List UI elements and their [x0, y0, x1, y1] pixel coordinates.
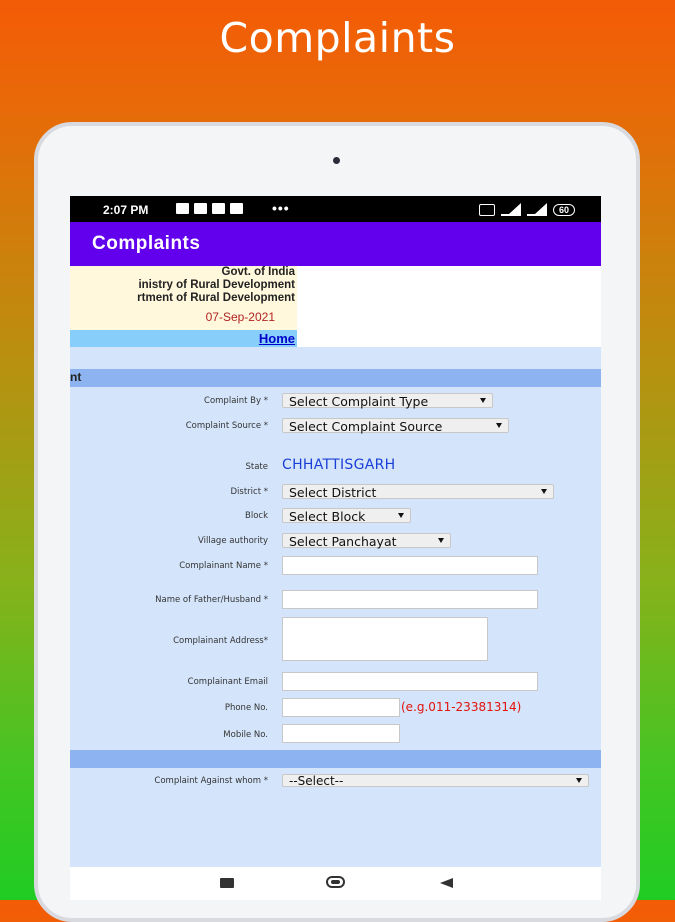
- email-label: Complainant Email: [187, 677, 268, 687]
- section-bar: [70, 369, 601, 387]
- father-husband-input[interactable]: [282, 590, 538, 609]
- complaint-source-label: Complaint Source *: [185, 421, 268, 431]
- more-notifications-icon: •••: [272, 200, 290, 216]
- section-title: nt: [70, 370, 82, 384]
- gov-line-2: inistry of Rural Development: [138, 279, 295, 291]
- camera-dot: [333, 157, 340, 164]
- block-label: Block: [245, 511, 268, 521]
- battery-icon: 60: [553, 204, 575, 216]
- district-select[interactable]: [282, 484, 554, 499]
- home-link[interactable]: Home: [258, 331, 295, 346]
- notification-icon: [230, 203, 243, 214]
- notification-icon: [212, 203, 225, 214]
- village-label: Village authority: [198, 536, 268, 546]
- chevron-down-icon: [438, 538, 444, 543]
- signal-icon: [501, 203, 521, 216]
- address-textarea[interactable]: [282, 617, 488, 661]
- volte-icon: [479, 204, 495, 216]
- nav-recents-icon[interactable]: [220, 878, 234, 888]
- district-label: District *: [230, 487, 268, 497]
- phone-input[interactable]: [282, 698, 400, 717]
- gov-line-1: Govt. of India: [221, 266, 295, 278]
- chevron-down-icon: [541, 489, 547, 494]
- phone-hint: (e.g.011-23381314): [401, 700, 522, 714]
- village-select[interactable]: [282, 533, 451, 548]
- nav-back-icon[interactable]: [440, 878, 453, 888]
- chevron-down-icon: [496, 423, 502, 428]
- complainant-name-label: Complainant Name *: [179, 561, 268, 571]
- against-whom-value: --Select--: [289, 774, 344, 788]
- app-bar-title: Complaints: [92, 233, 201, 254]
- chevron-down-icon: [576, 778, 582, 783]
- webview[interactable]: [70, 266, 601, 900]
- complaint-source-value: Select Complaint Source: [289, 419, 443, 434]
- complainant-name-input[interactable]: [282, 556, 538, 575]
- complaint-source-select[interactable]: [282, 418, 509, 433]
- app-bar: [70, 222, 601, 266]
- against-whom-label: Complaint Against whom *: [154, 776, 268, 786]
- gov-line-3: rtment of Rural Development: [137, 292, 295, 304]
- mobile-input[interactable]: [282, 724, 400, 743]
- block-value: Select Block: [289, 509, 366, 524]
- header-date: 07-Sep-2021: [205, 310, 275, 324]
- state-value: CHHATTISGARH: [282, 457, 396, 473]
- home-bar: [70, 330, 297, 347]
- address-label: Complainant Address*: [173, 636, 268, 646]
- signal-icon: [527, 203, 547, 216]
- mobile-label: Mobile No.: [223, 730, 268, 740]
- district-value: Select District: [289, 485, 377, 500]
- device-screen: [70, 196, 601, 900]
- promo-title: Complaints: [219, 14, 456, 62]
- notification-icon: [176, 203, 189, 214]
- email-input[interactable]: [282, 672, 538, 691]
- section-bar-2: [70, 750, 601, 768]
- complaint-form: [70, 347, 601, 867]
- status-time: 2:07 PM: [103, 203, 149, 217]
- block-select[interactable]: [282, 508, 411, 523]
- status-bar: [70, 196, 601, 222]
- village-value: Select Panchayat: [289, 534, 397, 549]
- chevron-down-icon: [398, 513, 404, 518]
- against-whom-select[interactable]: [282, 774, 589, 787]
- complaint-by-label: Complaint By *: [204, 396, 268, 406]
- phone-label: Phone No.: [224, 703, 268, 713]
- status-right: [479, 203, 575, 216]
- gov-header: [70, 266, 297, 330]
- father-husband-label: Name of Father/Husband *: [155, 595, 268, 605]
- chevron-down-icon: [480, 398, 486, 403]
- notification-icon: [194, 203, 207, 214]
- navigation-bar: [70, 868, 601, 900]
- complaint-by-select[interactable]: [282, 393, 493, 408]
- complaint-by-value: Select Complaint Type: [289, 394, 429, 409]
- state-label: State: [245, 462, 268, 472]
- notification-icons: [176, 203, 243, 214]
- nav-home-icon[interactable]: [326, 876, 345, 888]
